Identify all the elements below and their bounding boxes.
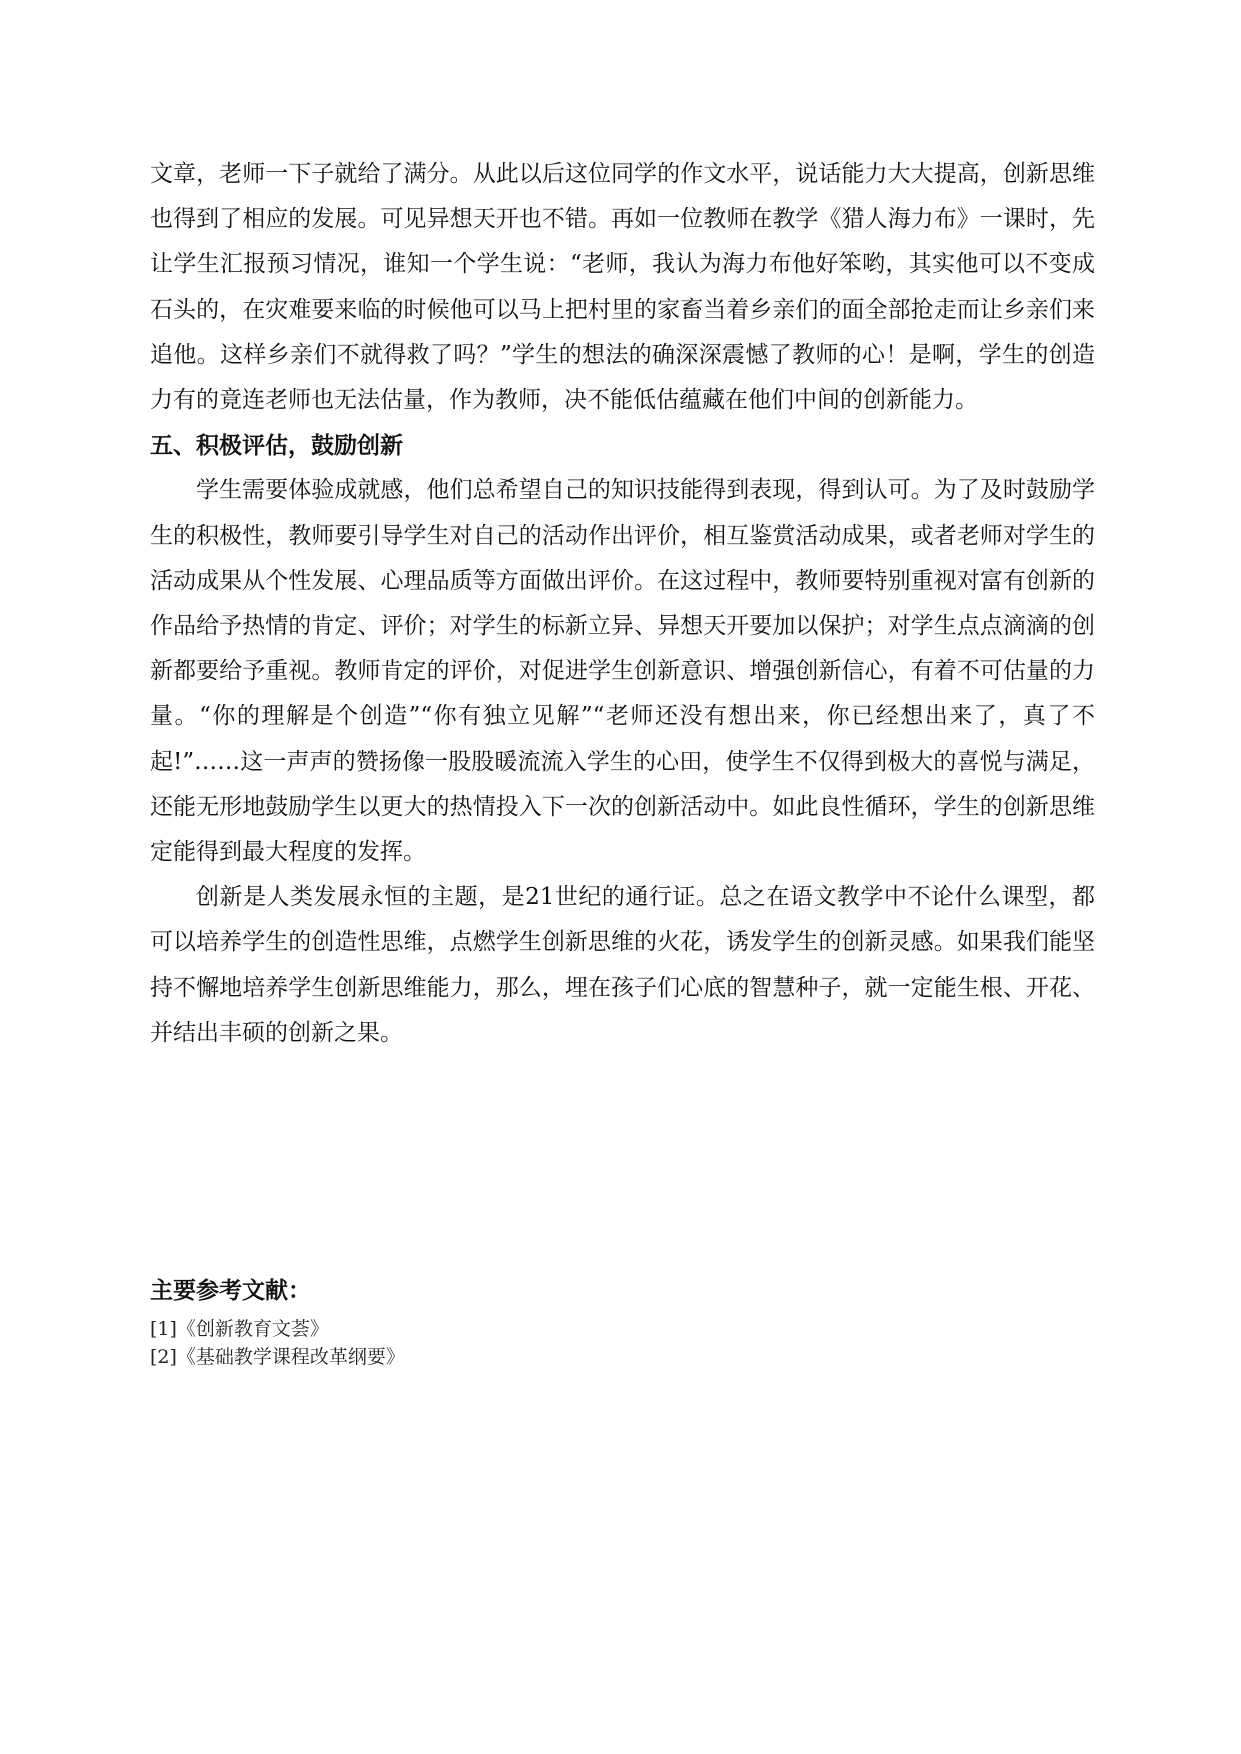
body-text [150,152,1095,1056]
references-title: 主要参考文献： [150,1277,311,1304]
paragraph: 学生需要体验成就感，他们总希望自己的知识技能得到表现，得到认可。为了及时鼓励学生的积极性，教师要引导学生对自己的活动作出评价，相互鉴赏活动成果，或者老师对学生的活动成果从个性发展、心理品质等方面做出评价。在这过程中，教师要特别重视对富有创新的作品给予热情的肯定、评价；对学生的标新立异、异想天开要加以保护；对学生点点滴滴的创新都要给予重视。教师肯定的评价，对促进学生创新意识、增强创新信心，有着不可估量的力量。“你的理解是个创造”“你有独立见解”“老师还没有想出来，你已经想出来了，真了不起!”……这一声声的赞扬像一股股暖流流入学生的心田，使学生不仅得到极大的喜悦与满足，还能无形地鼓励学生以更大的热情投入下一次的创新活动中。如此良性循环，学生的创新思维定能得到最大程度的发挥。 [150,477,1095,866]
paragraph-continued: 文章，老师一下子就给了满分。从此以后这位同学的作文水平，说话能力大大提高，创新思维也得到了相应的发展。可见异想天开也不错。再如一位教师在教学《猎人海力布》一课时，先让学生汇报预习情况，谁知一个学生说：“老师，我认为海力布他好笨哟，其实他可以不变成石头的，在灾难要来临的时候他可以马上把村里的家畜当着乡亲们的面全部抢走而让乡亲们来追他。这样乡亲们不就得救了吗？”学生的想法的确深深震憾了教师的心！是啊，学生的创造力有的竟连老师也无法估量，作为教师，决不能低估蕴藏在他们中间的创新能力。 [150,161,1095,414]
references-section [150,1273,1095,1371]
section-heading: 五、积极评估，鼓励创新 [150,432,403,460]
reference-item: [1]《创新教育文荟》 [150,1318,329,1340]
paragraph: 创新是人类发展永恒的主题，是21世纪的通行证。总之在语文教学中不论什么课型，都可以培养学生的创造性思维，点燃学生创新思维的火花，诱发学生的创新灵感。如果我们能坚持不懈地培养学生创新思维能力，那么，埋在孩子们心底的智慧种子，就一定能生根、开花、并结出丰硕的创新之果。 [150,884,1095,1046]
reference-item: [2]《基础教学课程改革纲要》 [150,1346,405,1368]
